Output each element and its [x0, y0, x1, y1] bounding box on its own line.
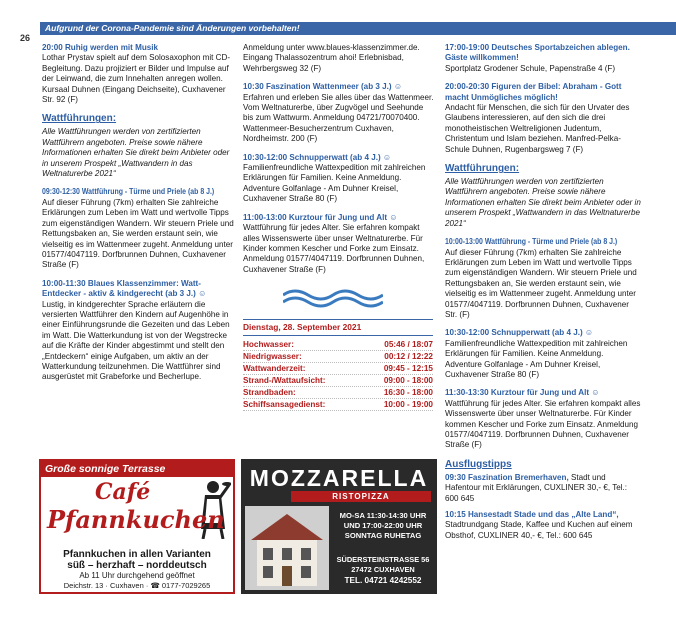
watt-info-text: Alle Wattführungen werden von zertifizierten Wattführern angeboten. Preise sowie nähere Informationen erhalten Sie direkt beim Anbieter oder in unserem Prospekt „Wattwandern in das Weltnaturerbe 2021“	[42, 127, 230, 179]
event-title: 11:30-13:30 Kurztour für Jung und Alt ☺	[445, 388, 600, 398]
tide-value: 16:30 - 18:00	[383, 387, 433, 397]
column-2	[243, 43, 435, 411]
cafe-logo-text: Café	[95, 479, 151, 505]
event-text: Erfahren und erleben Sie alles über das Wattenmeer. Vom Weltnaturerbe, über Zugvögel und Seehunde bis zum Wattwurm. Anmeldung 04721/70070400. Wattenmeer-Besucherzentrum Cuxhaven, Nordheimstr. 200 (F)	[243, 92, 434, 144]
restaurant-photo	[245, 506, 329, 590]
event-title: 11:00-13:00 Kurztour für Jung und Alt ☺	[243, 212, 398, 222]
tide-label: Strandbaden:	[243, 387, 296, 397]
event-title: 10:30 Faszination Wattenmeer (ab 3 J.) ☺	[243, 82, 403, 92]
event-text: Wattführung für jedes Alter. Sie erfahren kompakt alles Wissenswerte über unser Weltnaturerbe. Für Kinder kommen Kescher und Forke zum Einsatz. Anmeldung 01577/4047119. Dorfbrunnen Duhnen, Cuxhavener Straße (F)	[445, 398, 641, 450]
ad-band: Große sonnige Terrasse	[41, 461, 233, 477]
event-text: Auf dieser Führung (7km) erhalten Sie zahlreiche Erklärungen zum Leben im Watt und wertvolle Tipps zum eigenständigen Wandern. Wir steuern Priele und Rettungsbaken an, Sie werden erstaunt sein, wie vielseitig es im Wattenmeer zugeht. Anmeldung unter 01577/4047119. Dorfbrunnen Duhnen, Cuxhavener Str. (F)	[445, 247, 637, 319]
tide-label: Strand-/Wattaufsicht:	[243, 375, 326, 385]
trip-title: 10:15 Hansestadt Stade und das „Alte Land“,	[445, 510, 619, 520]
watt-info-block	[445, 163, 641, 229]
event-title: 10:30-12:00 Schnupperwatt (ab 4 J.) ☺	[445, 328, 594, 338]
tide-row	[243, 351, 433, 363]
event-block	[42, 43, 234, 105]
tide-label: Wattwanderzeit:	[243, 363, 306, 373]
event-block	[445, 388, 641, 450]
address-line: SÜDERSTEINSTRASSE 56	[336, 555, 430, 564]
banner-text: Aufgrund der Corona-Pandemie sind Änderungen vorbehalten!	[45, 23, 300, 33]
page-number: 26	[20, 33, 31, 43]
address-line: 27472 CUXHAVEN	[351, 565, 415, 574]
tide-row	[243, 363, 433, 375]
ad-line: süß – herzhaft – norddeutsch	[67, 560, 207, 571]
tide-value: 10:00 - 19:00	[383, 399, 433, 409]
tide-date: Dienstag, 28. September 2021	[243, 322, 433, 336]
event-title: 09:30-12:30 Wattführung - Türme und Priele (ab 8 J.)	[42, 187, 215, 197]
ad-line: Pfannkuchen in allen Varianten	[63, 549, 211, 560]
event-text: Anmeldung unter www.blaues-klassenzimmer.de. Eingang Thalassozentrum ahoi! Erlebnisbad, Wehrbergsweg 32 (F)	[243, 43, 420, 73]
top-banner	[40, 22, 676, 35]
watt-info-text: Alle Wattführungen werden von zertifizierten Wattführern angeboten. Preise sowie nähere Informationen erhalten Sie direkt beim Anbieter oder in unserem Prospekt „Wattwandern in das Weltnaturerbe 2021“	[445, 177, 641, 228]
wave-icon	[283, 287, 383, 309]
event-block	[243, 213, 435, 275]
address	[333, 555, 433, 575]
event-text: Sportplatz Grodener Schule, Papenstraße 4 (F)	[445, 63, 616, 73]
event-block	[243, 82, 435, 144]
event-title: 17:00-19:00 Deutsches Sportabzeichen ablegen. Gäste willkommen!	[445, 43, 630, 63]
mozzarella-ad	[241, 459, 437, 594]
watt-info-block	[42, 113, 234, 179]
column-3	[445, 43, 641, 549]
tide-label: Schiffsansagedienst:	[243, 399, 326, 409]
trips-block	[445, 459, 641, 541]
event-block	[42, 187, 234, 270]
tide-value: 00:12 / 12:22	[384, 351, 433, 361]
hours-line: SONNTAG RUHETAG	[344, 531, 422, 540]
event-title: 10:00-13:00 Wattführung - Türme und Priele (ab 8 J.)	[445, 237, 618, 247]
building-icon	[245, 506, 329, 590]
event-block	[445, 328, 641, 380]
trip-title: 09:30 Faszination Bremerhaven,	[445, 472, 569, 482]
cafe-name: Pfannkuchen	[47, 505, 225, 534]
event-text: Familienfreundliche Wattexpedition mit zahlreichen Erklärungen für Familien. Keine Anmeldung. Adventure Golfanlage - Am Duhner Kreisel, Cuxhavener Straße 80 (F)	[445, 338, 628, 379]
hours-line: MO-SA 11:30-14:30 UHR	[339, 511, 427, 520]
tide-label: Hochwasser:	[243, 339, 294, 349]
event-text: Lustig, in kindgerechter Sprache erläutern die versierten Wattführer den Kindern auf Augenhöhe in einer Einführungsrunde die Gezeiten und das Leben im Watt. Die Watterkundung ist von der Wegstrecke auf die Kräfte der Kinder abgestimmt und stellt den „Entdeckern“ einige Aufgaben, um aktiv an der Watterkundung teilzunehmen. Die Wattführer sind ausgerüstet mit Grabeforke und Becherlupe.	[42, 299, 230, 382]
trip-text: Stadtrundgang Stade, Kaffee und Kuchen auf einem Obsthof, CUXLINER 40,- €, Tel.: 600 645	[445, 520, 633, 540]
event-block	[243, 153, 435, 205]
section-heading: Wattführungen:	[445, 163, 520, 175]
event-title: 20:00-20:30 Figuren der Bibel: Abraham - Gott macht Unmögliches möglich!	[445, 82, 622, 102]
tide-row	[243, 387, 433, 399]
event-title: 10:30-12:00 Schnupperwatt (ab 4 J.) ☺	[243, 152, 392, 162]
trip-item	[445, 510, 641, 541]
event-block	[445, 237, 641, 320]
event-text: Auf dieser Führung (7km) erhalten Sie zahlreiche Erklärungen zum Leben im Watt und wertvolle Tipps zum eigenständigen Wandern. Wir steuern Priele und Rettungsbaken an, Sie werden erstaunt sein, wie vielseitig es im Wattenmeer zugeht. Anmeldung unter 01577/4047119. Dorfbrunnen Duhnen, Cuxhavener Straße (F)	[42, 197, 234, 270]
trip-text: Stadt und Hafentour mit Erklärungen, CUXLINER 30,- €, Tel.: 600 645	[445, 472, 628, 503]
column-1	[42, 43, 234, 391]
event-text: Lothar Prystav spielt auf dem Solosaxophon mit CD-Begleitung. Dazu projiziert er Bilder und Impulse auf der Leinwand, die zum Innehalten anregen wollen. Kursaal Duhnen (Eingang Deichseite), Cuxhavener Str. 92 (F)	[42, 53, 231, 105]
tide-value: 05:46 / 18:07	[384, 339, 433, 349]
event-block	[243, 43, 435, 74]
tide-value: 09:00 - 18:00	[383, 375, 433, 385]
ad-line: Ab 11 Uhr durchgehend geöffnet	[79, 571, 195, 580]
section-heading: Wattführungen:	[42, 113, 117, 125]
event-block	[42, 279, 234, 383]
tide-label: Niedrigwasser:	[243, 351, 302, 361]
event-title: 10:00-11:30 Blaues Klassenzimmer: Watt-Entdecker - aktiv & kindgerecht (ab 3 J.) ☺	[42, 278, 207, 299]
ad-contact: Deichstr. 13 · Cuxhaven · ☎ 0177-7029265	[63, 581, 211, 590]
pizza-brand: MOZZARELLA	[249, 465, 429, 491]
trip-item	[445, 473, 641, 504]
event-text: Familienfreundliche Wattexpedition mit zahlreichen Erklärungen für Familien. Keine Anmeldung. Adventure Golfanlage - Am Duhner Kreisel, Cuxhavener Straße 80 (F)	[243, 163, 426, 204]
section-heading: Ausflugstipps	[445, 458, 512, 470]
event-text: Andacht für Menschen, die sich für den Urvater des Glaubens interessieren, auf den sich die drei monotheistischen Weltreligionen Judentum, Christentum und Islam beziehen. Manfred-Pelka-Schule Duhnen, Rugenbargsweg 7 (F)	[445, 103, 630, 154]
tide-table	[243, 319, 433, 411]
tide-row	[243, 375, 433, 387]
pizza-sub: RISTOPIZZA	[291, 491, 431, 502]
phone-number: TEL. 04721 4242552	[344, 576, 422, 585]
event-title: 20:00 Ruhig werden mit Musik	[42, 43, 159, 52]
event-text: Wattführung für jedes Alter. Sie erfahren kompakt alles Wissenswerte über unser Weltnaturerbe. Für Kinder kommen Kescher und Forke zum Einsatz. Anmeldung 01577/4047119. Dorfbrunnen Duhnen, Cuxhavener Straße (F)	[243, 223, 425, 274]
event-block	[445, 43, 641, 74]
tide-value: 09:45 - 12:15	[383, 363, 433, 373]
tide-row	[243, 339, 433, 351]
opening-hours	[333, 511, 433, 541]
cafe-pfannkuchen-ad	[39, 459, 235, 594]
hours-line: UND 17:00-22:00 UHR	[343, 521, 423, 530]
event-block	[445, 82, 641, 155]
tide-row	[243, 399, 433, 411]
